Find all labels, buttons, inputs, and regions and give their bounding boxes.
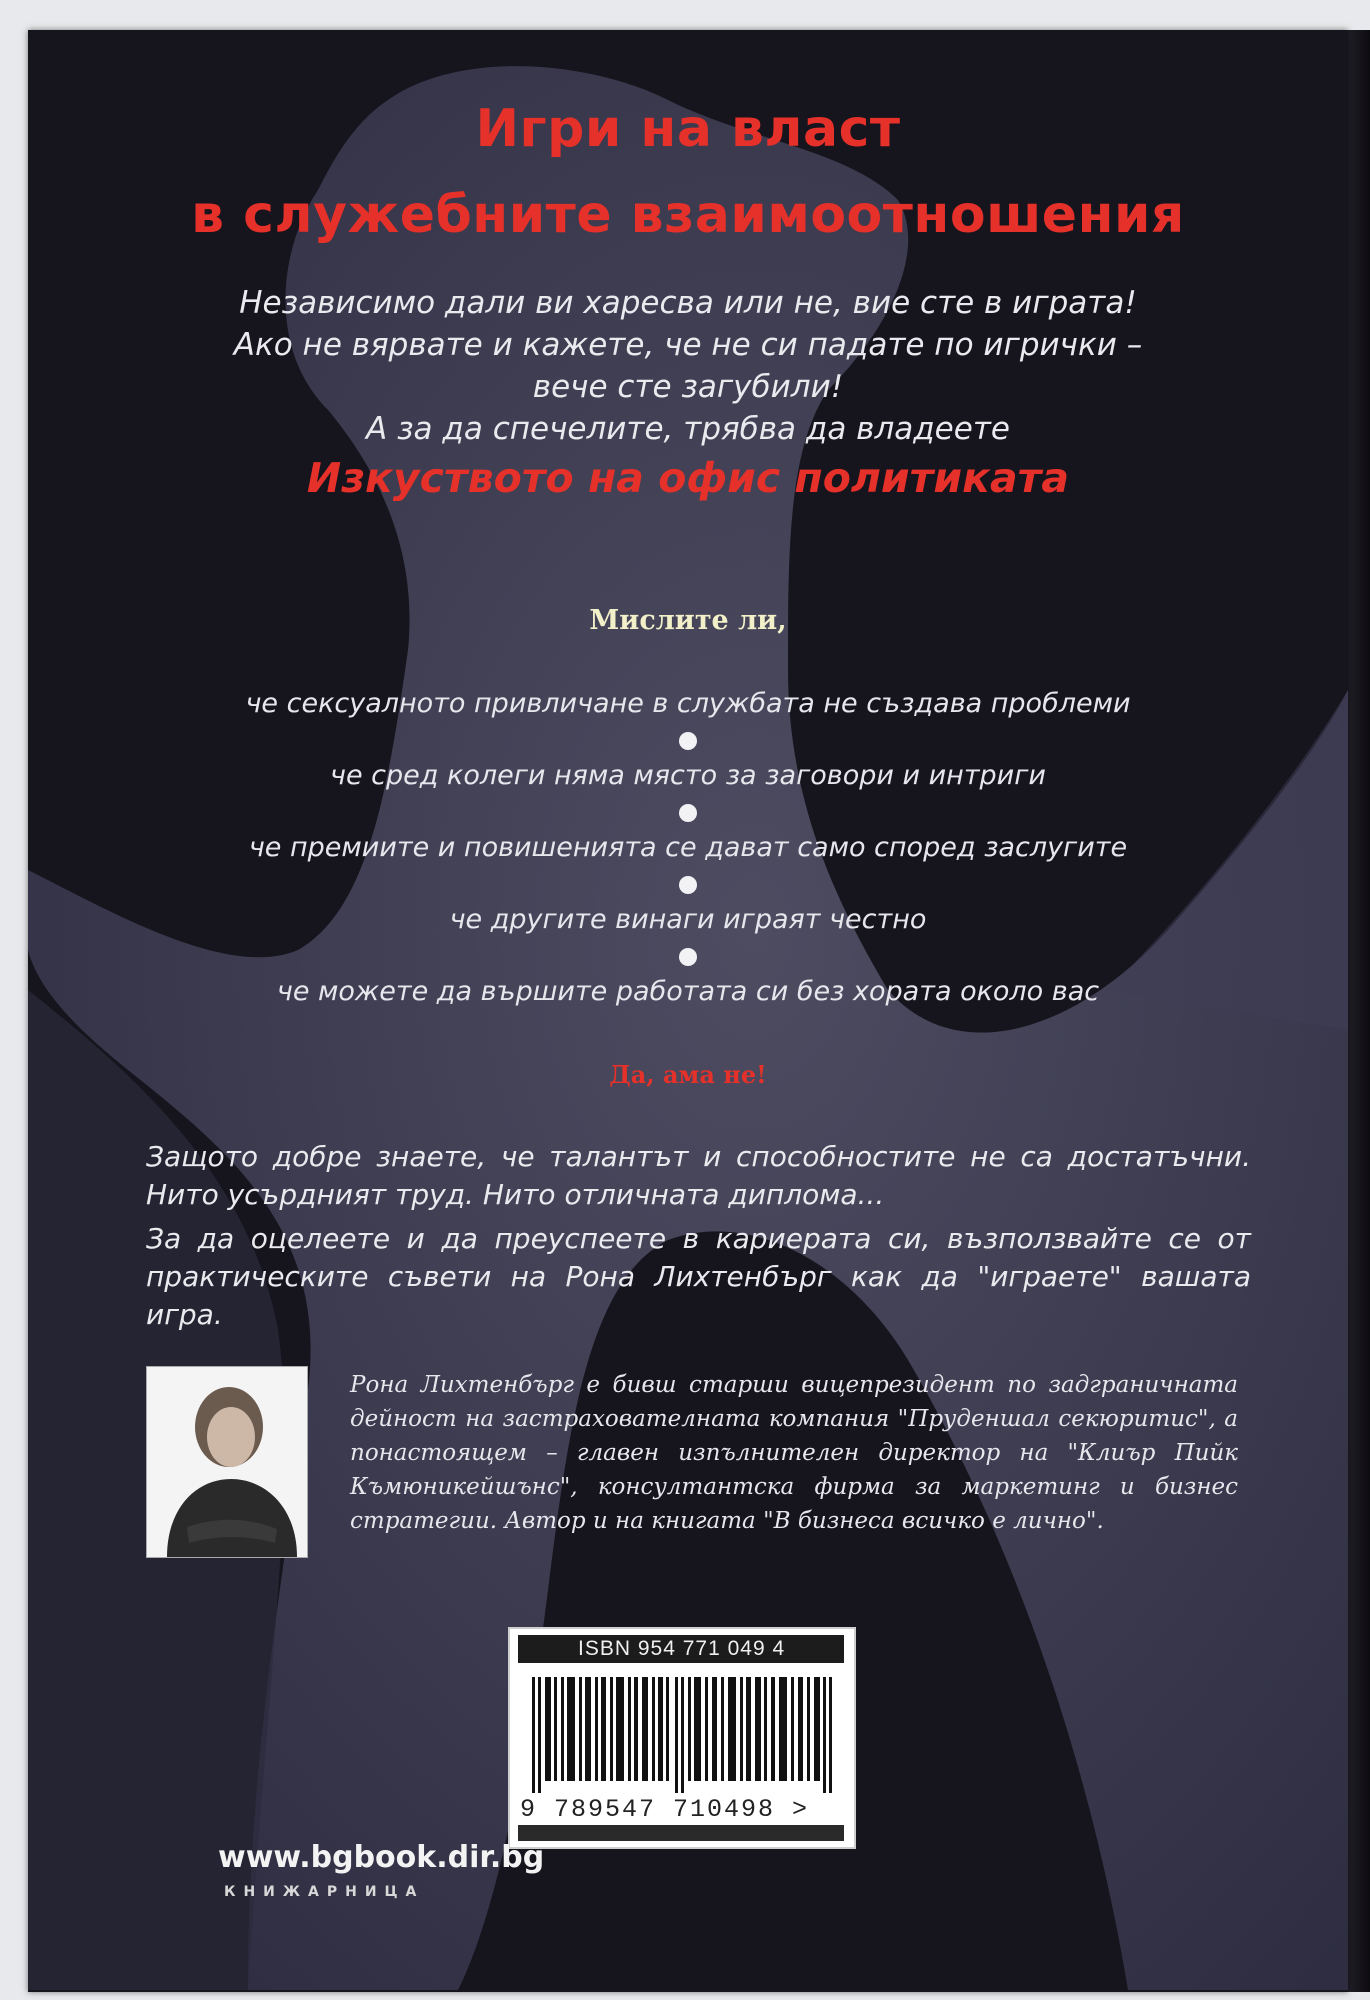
author-bio: Рона Лихтенбърг е бивш старши вицепрезидент по задграничната дейност на застрахователната компания "Пруденшал секюритис", а понастоящем – главен изпълнителен директор на "Клиър Пийк Къмюникейшънс", консултантска фирма за маркетинг и бизнес стратегии. Автор и на книгата "В бизнеса всичко е лично". xyxy=(350,1372,1238,1534)
barcode-footer-strip xyxy=(518,1825,844,1841)
paragraph-talent: Защото добре знаете, че талантът и способностите не са достатъчни. Нито усърдният труд. Нито отличната диплома... xyxy=(146,1140,1251,1211)
question-heading: Мислите ли, xyxy=(589,605,787,636)
bullet-dot xyxy=(28,876,1348,898)
question-item: че другите винаги играят честно xyxy=(449,904,927,935)
website-subtitle: КНИЖАРНИЦА xyxy=(224,1884,425,1900)
bullet-dot xyxy=(28,948,1348,970)
question-item: че сексуалното привличане в службата не създава проблеми xyxy=(245,688,1131,719)
isbn-number: ISBN 954 771 049 4 xyxy=(518,1635,844,1663)
book-spine-edge xyxy=(1348,30,1370,1992)
slogan: Изкуството на офис политиката xyxy=(306,454,1070,502)
website-url: www.bgbook.dir.bg xyxy=(218,1840,545,1875)
book-back-cover xyxy=(28,30,1348,1992)
question-item: че можете да вършите работата си без хората около вас xyxy=(276,976,1100,1007)
paragraph-advice: За да оцелеете и да преуспеете в кариерата си, възползвайте се от практическите съвети на Рона Лихтенбърг как да "играете" вашата игра. xyxy=(146,1222,1251,1331)
intro-line-2: Ако не вярвате и кажете, че не си падате по игрички – xyxy=(233,327,1143,363)
ean-digits: 9 789547 710498 > xyxy=(520,1795,810,1824)
intro-line-1: Независимо дали ви харесва или не, вие сте в играта! xyxy=(239,285,1137,321)
intro-line-3: вече сте загубили! xyxy=(532,369,844,405)
book-title-line-1: Игри на власт xyxy=(475,99,901,159)
question-item: че премиите и повишенията се дават само според заслугите xyxy=(248,832,1128,863)
intro-line-4: А за да спечелите, трябва да владеете xyxy=(366,411,1010,447)
barcode-bars xyxy=(532,1677,832,1793)
bullet-dot xyxy=(28,804,1348,826)
bullet-dot xyxy=(28,732,1348,754)
isbn-barcode xyxy=(508,1627,856,1849)
question-item: че сред колеги няма място за заговори и интриги xyxy=(330,760,1046,791)
book-title-line-2: в служебните взаимоотношения xyxy=(191,185,1185,245)
answer-text: Да, ама не! xyxy=(609,1060,767,1089)
author-photo xyxy=(146,1366,308,1558)
